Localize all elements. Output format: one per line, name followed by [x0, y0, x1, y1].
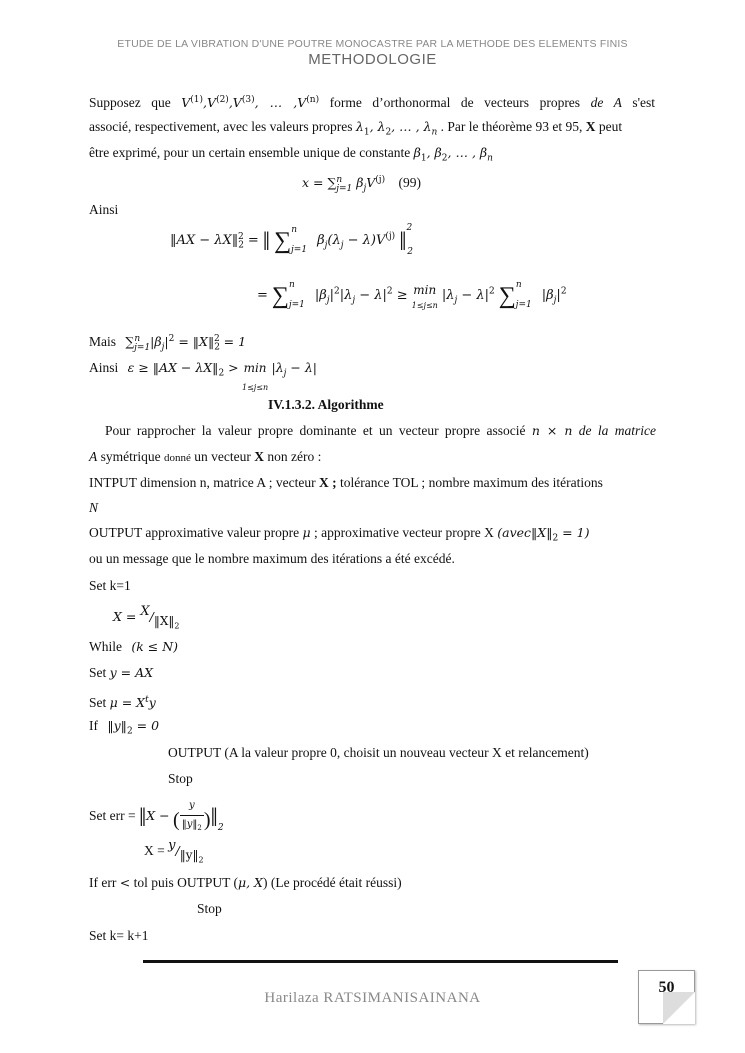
author-name: Harilaza RATSIMANISAINANA — [264, 990, 481, 1006]
equation-norm-line1: ‖AX − $\lambda X‖_2^2$ = ‖ ∑$^n_{j=1}$ $\beta_j(\lambda_j - \lambda)V^{(j)}$ ‖$^2_2$ — [170, 223, 413, 257]
page-number-box — [638, 970, 695, 1024]
section-title: IV.1.3.2. Algorithme — [268, 397, 384, 412]
set-y-line: Set y = AX — [89, 665, 154, 680]
equation-norm-line2: = ∑$^n_{j=1}$ $|\beta_j|^2|\lambda_j - \lambda|^2 \ge \min$ 1≤j≤n $|\lambda_j - \lambda|^2$ ∑$^n_{j=1}$ $|\beta_j|^2$ — [257, 280, 567, 310]
normalize-x: $X = ^X/_{‖X‖_2}$ — [113, 604, 180, 630]
set-mu-line: Set $\mu = X^ty$ — [89, 695, 156, 711]
output-line: OUTPUT approximative valeur propre μ ; approximative vecteur propre X $(avec‖X‖_2 = 1)$ — [89, 525, 590, 544]
x-update-line: $X = ^y/_{‖y‖_2}$ — [144, 838, 204, 864]
footer-rule — [143, 960, 618, 963]
math-inline: $V^{(1)},V^{(2)},V^{(3)}$, … $,V^{(n)}$ — [181, 95, 320, 111]
if-line: If $‖y‖_2 = 0$ — [89, 718, 160, 737]
paragraph-line: associé, respectivement, avec les valeurs propres $\lambda_1$, $\lambda_2$, … , $\lambda_n$ . Par le théorème 93 et 95, X peut — [89, 119, 623, 138]
page-curl-decoration — [663, 992, 695, 1024]
ainsi-inequality-line: Ainsi ε ≥ ‖AX − $\lambda X‖_2 > \min$ 1≤j≤n $|\lambda_j - \lambda|$ — [89, 360, 318, 392]
ainsi-label: Ainsi — [89, 202, 119, 217]
while-line: While (k ≤ N) — [89, 639, 179, 654]
input-line: INTPUT dimension n, matrice A ; vecteur X ; tolérance TOL ; nombre maximum des itérations — [89, 475, 603, 490]
paragraph-line: Pour rapprocher la valeur propre dominante et un vecteur propre associé n × n de la matrice — [105, 423, 657, 438]
output-zero-line: OUTPUT (A la valeur propre 0, choisit un nouveau vecteur X et relancement) — [168, 745, 589, 760]
equation-99: x = ∑$^n_{j=1}$ $\beta_jV^{(j)}$ (99) — [302, 175, 421, 194]
paragraph-line: Supposez que $V^{(1)},V^{(2)},V^{(3)}$, … $,V^{(n)}$ forme d’orthonormal de vecteurs propres de A s'est — [89, 95, 656, 111]
stop-1: Stop — [168, 771, 193, 786]
stop-2: Stop — [197, 901, 222, 916]
math-inline: $\lambda_1$, $\lambda_2$, … , $\lambda_n$ — [355, 119, 438, 138]
set-err-line: Set err = ‖X − ( $\frac{y}{‖y‖_2}$ )$‖_2$ — [89, 797, 224, 837]
input-n: N — [89, 500, 99, 515]
paragraph-line: A symétrique donné un vecteur X non zéro : — [89, 449, 322, 464]
page-number: 50 — [658, 979, 675, 996]
paragraph-line: être exprimé, pour un certain ensemble unique de constante $\beta_1$, $\beta_2$, … , $\beta_n$ — [89, 145, 493, 164]
running-header: ETUDE DE LA VIBRATION D'UNE POUTRE MONOCASTRE PAR LA METHODE DES ELEMENTS FINIS — [117, 38, 628, 50]
set-k-increment: Set k= k+1 — [89, 928, 149, 943]
math-inline: $\beta_1$, $\beta_2$, … , $\beta_n$ — [413, 145, 493, 164]
output-line-2: ou un message que le nombre maximum des itérations a été excédé. — [89, 551, 455, 566]
chapter-title: METHODOLOGIE — [308, 51, 437, 68]
set-k: Set k=1 — [89, 578, 131, 593]
if-err-line: If err < tol puis OUTPUT (μ, X) (Le procédé était réussi) — [89, 875, 402, 890]
mais-line: Mais $\sum^n_{j=1}|\beta_j|^2$ = $‖X‖_2^2 = 1$ — [89, 334, 247, 353]
